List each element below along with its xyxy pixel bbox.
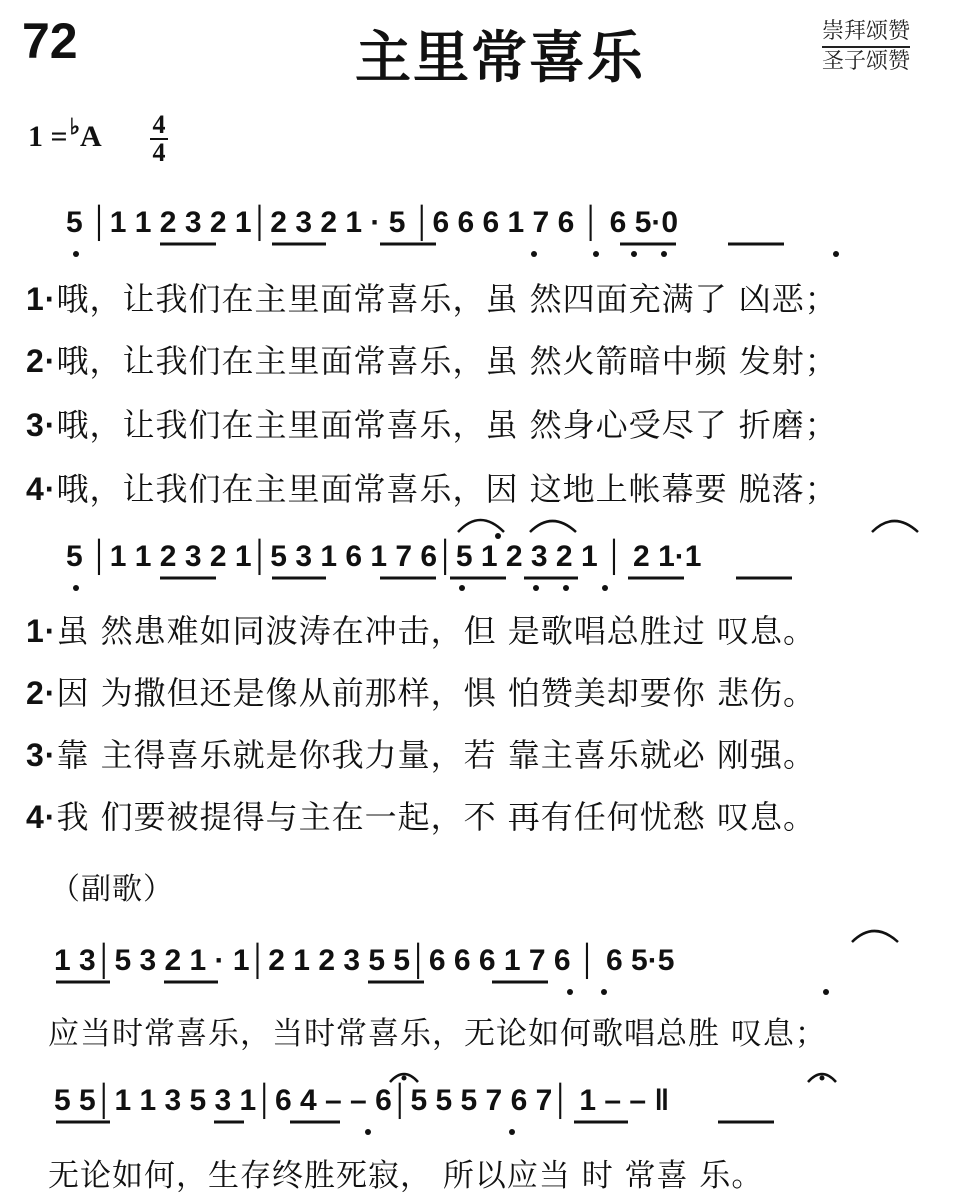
chorus-label: （副歌）: [50, 872, 174, 907]
lyric-text: 靠 主得喜乐就是你我力量，若 靠主喜乐就必 刚强。: [56, 736, 816, 774]
beam-underlines: [56, 244, 792, 1122]
key-one-equals: 1 =: [28, 120, 68, 153]
chorus-lyric-line-1: 应当时常喜乐，当时常喜乐，无论如何歌唱总胜 叹息；: [48, 1016, 827, 1052]
verse-number: 4·: [26, 471, 57, 507]
key-letter: A: [80, 120, 102, 153]
lyric-text: 我 们要被提得与主在一起，不 再有任何忧愁 叹息。: [56, 798, 816, 836]
verse-number: 1·: [26, 281, 57, 317]
notation-row-1: 5 │1 1 2 3 2 1│2 3 2 1 · 5 │6 6 6 1 7 6 │ 6 5·0: [66, 206, 679, 239]
flat-icon: ♭: [69, 114, 80, 139]
hymn-title: 主里常喜乐: [355, 26, 645, 91]
fermata-icons: [390, 1074, 836, 1082]
lyric-text: 哦，让我们在主里面常喜乐，虽 然身心受尽了 折磨；: [56, 406, 838, 444]
lyric-text: 哦，让我们在主里面常喜乐，虽 然四面充满了 凶恶；: [56, 280, 838, 318]
meter-top: 4: [152, 110, 166, 139]
verse-number: 1·: [26, 613, 57, 649]
meter-bottom: 4: [152, 138, 166, 167]
hymn-number: 72: [22, 13, 78, 69]
category-label-primary: 崇拜颂赞: [822, 14, 910, 48]
slur-marks: [458, 520, 918, 942]
verse-number: 2·: [26, 343, 57, 379]
verse-number: 3·: [26, 737, 57, 773]
chorus-notation-row-2: 5 5│1 1 3 5 3 1│6 4 – – 6│5 5 5 7 6 7│ 1 – – ‖: [54, 1084, 670, 1117]
notation-row-2: 5 │1 1 2 3 2 1│5 3 1 6 1 7 6│5 1 2 3 2 1 │ 2 1·1: [66, 540, 702, 573]
verse-number: 4·: [26, 799, 57, 835]
lyric-text: 哦，让我们在主里面常喜乐，因 这地上帐幕要 脱落；: [56, 470, 838, 508]
lyric-text: 虽 然患难如同波涛在冲击，但 是歌唱总胜过 叹息。: [56, 612, 816, 650]
octave-dots: [73, 251, 839, 1135]
lyric-text: 哦，让我们在主里面常喜乐，虽 然火箭暗中频 发射；: [56, 342, 838, 380]
chorus-notation-row-1: 1 3│5 3 2 1 · 1│2 1 2 3 5 5│6 6 6 1 7 6 │ 6 5·5: [54, 944, 675, 977]
chorus-lyric-line-2: 无论如何，生存终胜死寂， 所以应当 时 常喜 乐。: [48, 1158, 764, 1194]
category-label-secondary: 圣子颂赞: [822, 49, 911, 74]
verse-number: 2·: [26, 675, 57, 711]
lyric-text: 因 为撒但还是像从前那样，惧 怕赞美却要你 悲伤。: [56, 674, 816, 712]
verse-number: 3·: [26, 407, 57, 443]
